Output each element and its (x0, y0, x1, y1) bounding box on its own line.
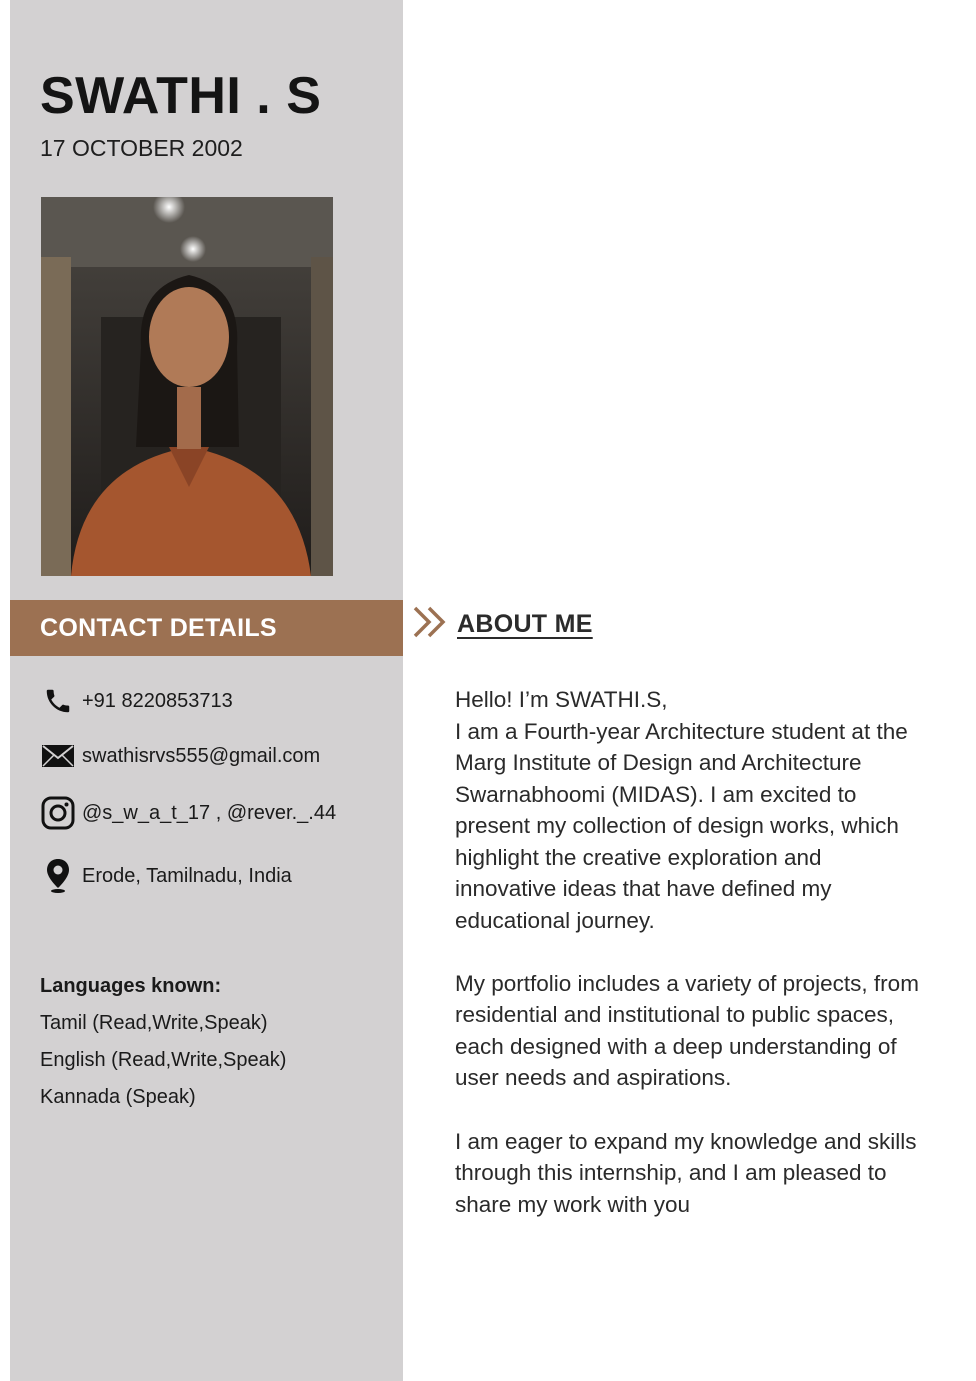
about-text-line: innovative ideas that have defined my (455, 876, 832, 901)
about-text-line: I am a Fourth-year Architecture student at the (455, 719, 908, 744)
about-title: ABOUT ME (457, 609, 593, 638)
about-header (413, 604, 593, 644)
email-address[interactable]: swathisrvs555@gmail.com (82, 744, 321, 767)
about-text-line: present my collection of design works, which (455, 813, 899, 838)
instagram-handles[interactable]: @s_w_a_t_17 , @rever._.44 (82, 801, 337, 824)
phone-icon (40, 683, 76, 719)
double-chevron-icon (413, 606, 451, 643)
language-item: Tamil (Read,Write,Speak) (40, 1012, 268, 1034)
mail-icon (40, 738, 76, 774)
contact-instagram-row (40, 795, 336, 831)
about-text-line: educational journey. (455, 908, 655, 933)
contact-header-bar (10, 600, 403, 656)
about-text-line: My portfolio includes a variety of projects, from (455, 971, 919, 996)
about-text-line: Marg Institute of Design and Architecture (455, 750, 862, 775)
phone-number[interactable]: +91 8220853713 (82, 689, 233, 712)
contact-phone-row (40, 683, 233, 719)
language-item: English (Read,Write,Speak) (40, 1049, 287, 1071)
contact-title: CONTACT DETAILS (40, 614, 277, 642)
about-text-line: residential and institutional to public spaces, (455, 1002, 895, 1027)
languages-title: Languages known: (40, 975, 222, 997)
about-text-line: through this internship, and I am pleased to (455, 1160, 887, 1185)
instagram-icon (40, 795, 76, 831)
location-text: Erode, Tamilnadu, India (82, 864, 292, 887)
language-item: Kannada (Speak) (40, 1086, 196, 1108)
about-text-line: highlight the creative exploration and (455, 845, 822, 870)
about-text-line: Hello! I’m SWATHI.S, (455, 687, 668, 712)
about-text-line: share my work with you (455, 1192, 691, 1217)
about-text-line: Swarnabhoomi (MIDAS). I am excited to (455, 782, 857, 807)
profile-photo (41, 197, 333, 576)
about-text-line: user needs and aspirations. (455, 1065, 732, 1090)
contact-email-row (40, 738, 320, 774)
location-pin-icon (40, 858, 76, 894)
contact-location-row (40, 858, 292, 894)
profile-name: SWATHI . S (40, 67, 322, 125)
date-of-birth: 17 OCTOBER 2002 (40, 135, 243, 161)
about-text-line: each designed with a deep understanding of (455, 1034, 897, 1059)
about-text-line: I am eager to expand my knowledge and skills (455, 1129, 917, 1154)
